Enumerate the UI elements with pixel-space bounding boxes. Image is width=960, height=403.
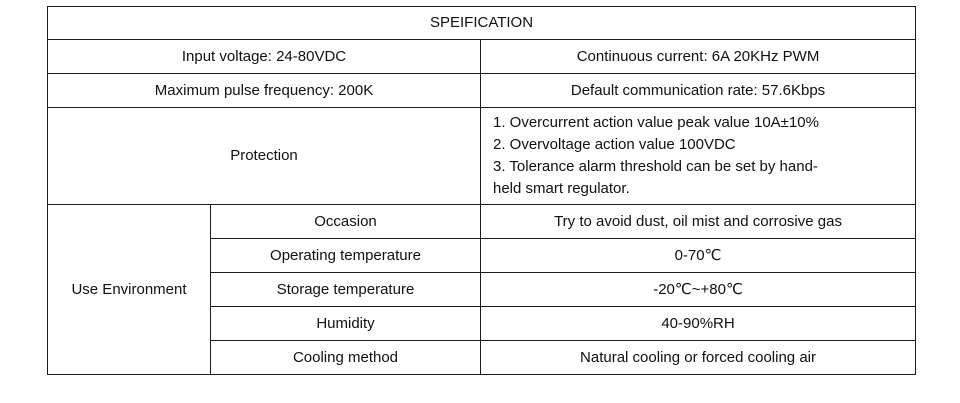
environment-param: Cooling method [211,341,481,375]
environment-param: Humidity [211,307,481,341]
max-pulse-frequency-cell: Maximum pulse frequency: 200K [48,74,481,108]
environment-value: 0-70℃ [481,239,916,273]
environment-value: 40-90%RH [481,307,916,341]
protection-details [481,108,916,205]
specification-table [47,6,916,375]
protection-row [48,108,916,205]
input-voltage-cell: Input voltage: 24-80VDC [48,40,481,74]
environment-param: Occasion [211,205,481,239]
environment-value: -20℃~+80℃ [481,273,916,307]
environment-param: Storage temperature [211,273,481,307]
environment-value: Natural cooling or forced cooling air [481,341,916,375]
environment-value: Try to avoid dust, oil mist and corrosive gas [481,205,916,239]
table-row [48,74,916,108]
environment-param: Operating temperature [211,239,481,273]
protection-item: held smart regulator. [493,180,630,197]
continuous-current-cell: Continuous current: 6A 20KHz PWM [481,40,916,74]
protection-label: Protection [48,108,481,205]
table-row [48,40,916,74]
protection-item: 3. Tolerance alarm threshold can be set by hand- [493,158,818,175]
communication-rate-cell: Default communication rate: 57.6Kbps [481,74,916,108]
protection-item: 2. Overvoltage action value 100VDC [493,136,736,153]
table-title-row [48,7,916,40]
table-title: SPEIFICATION [48,7,916,40]
protection-item: 1. Overcurrent action value peak value 10A±10% [493,114,819,131]
use-environment-label: Use Environment [48,205,211,375]
environment-row [48,205,916,239]
